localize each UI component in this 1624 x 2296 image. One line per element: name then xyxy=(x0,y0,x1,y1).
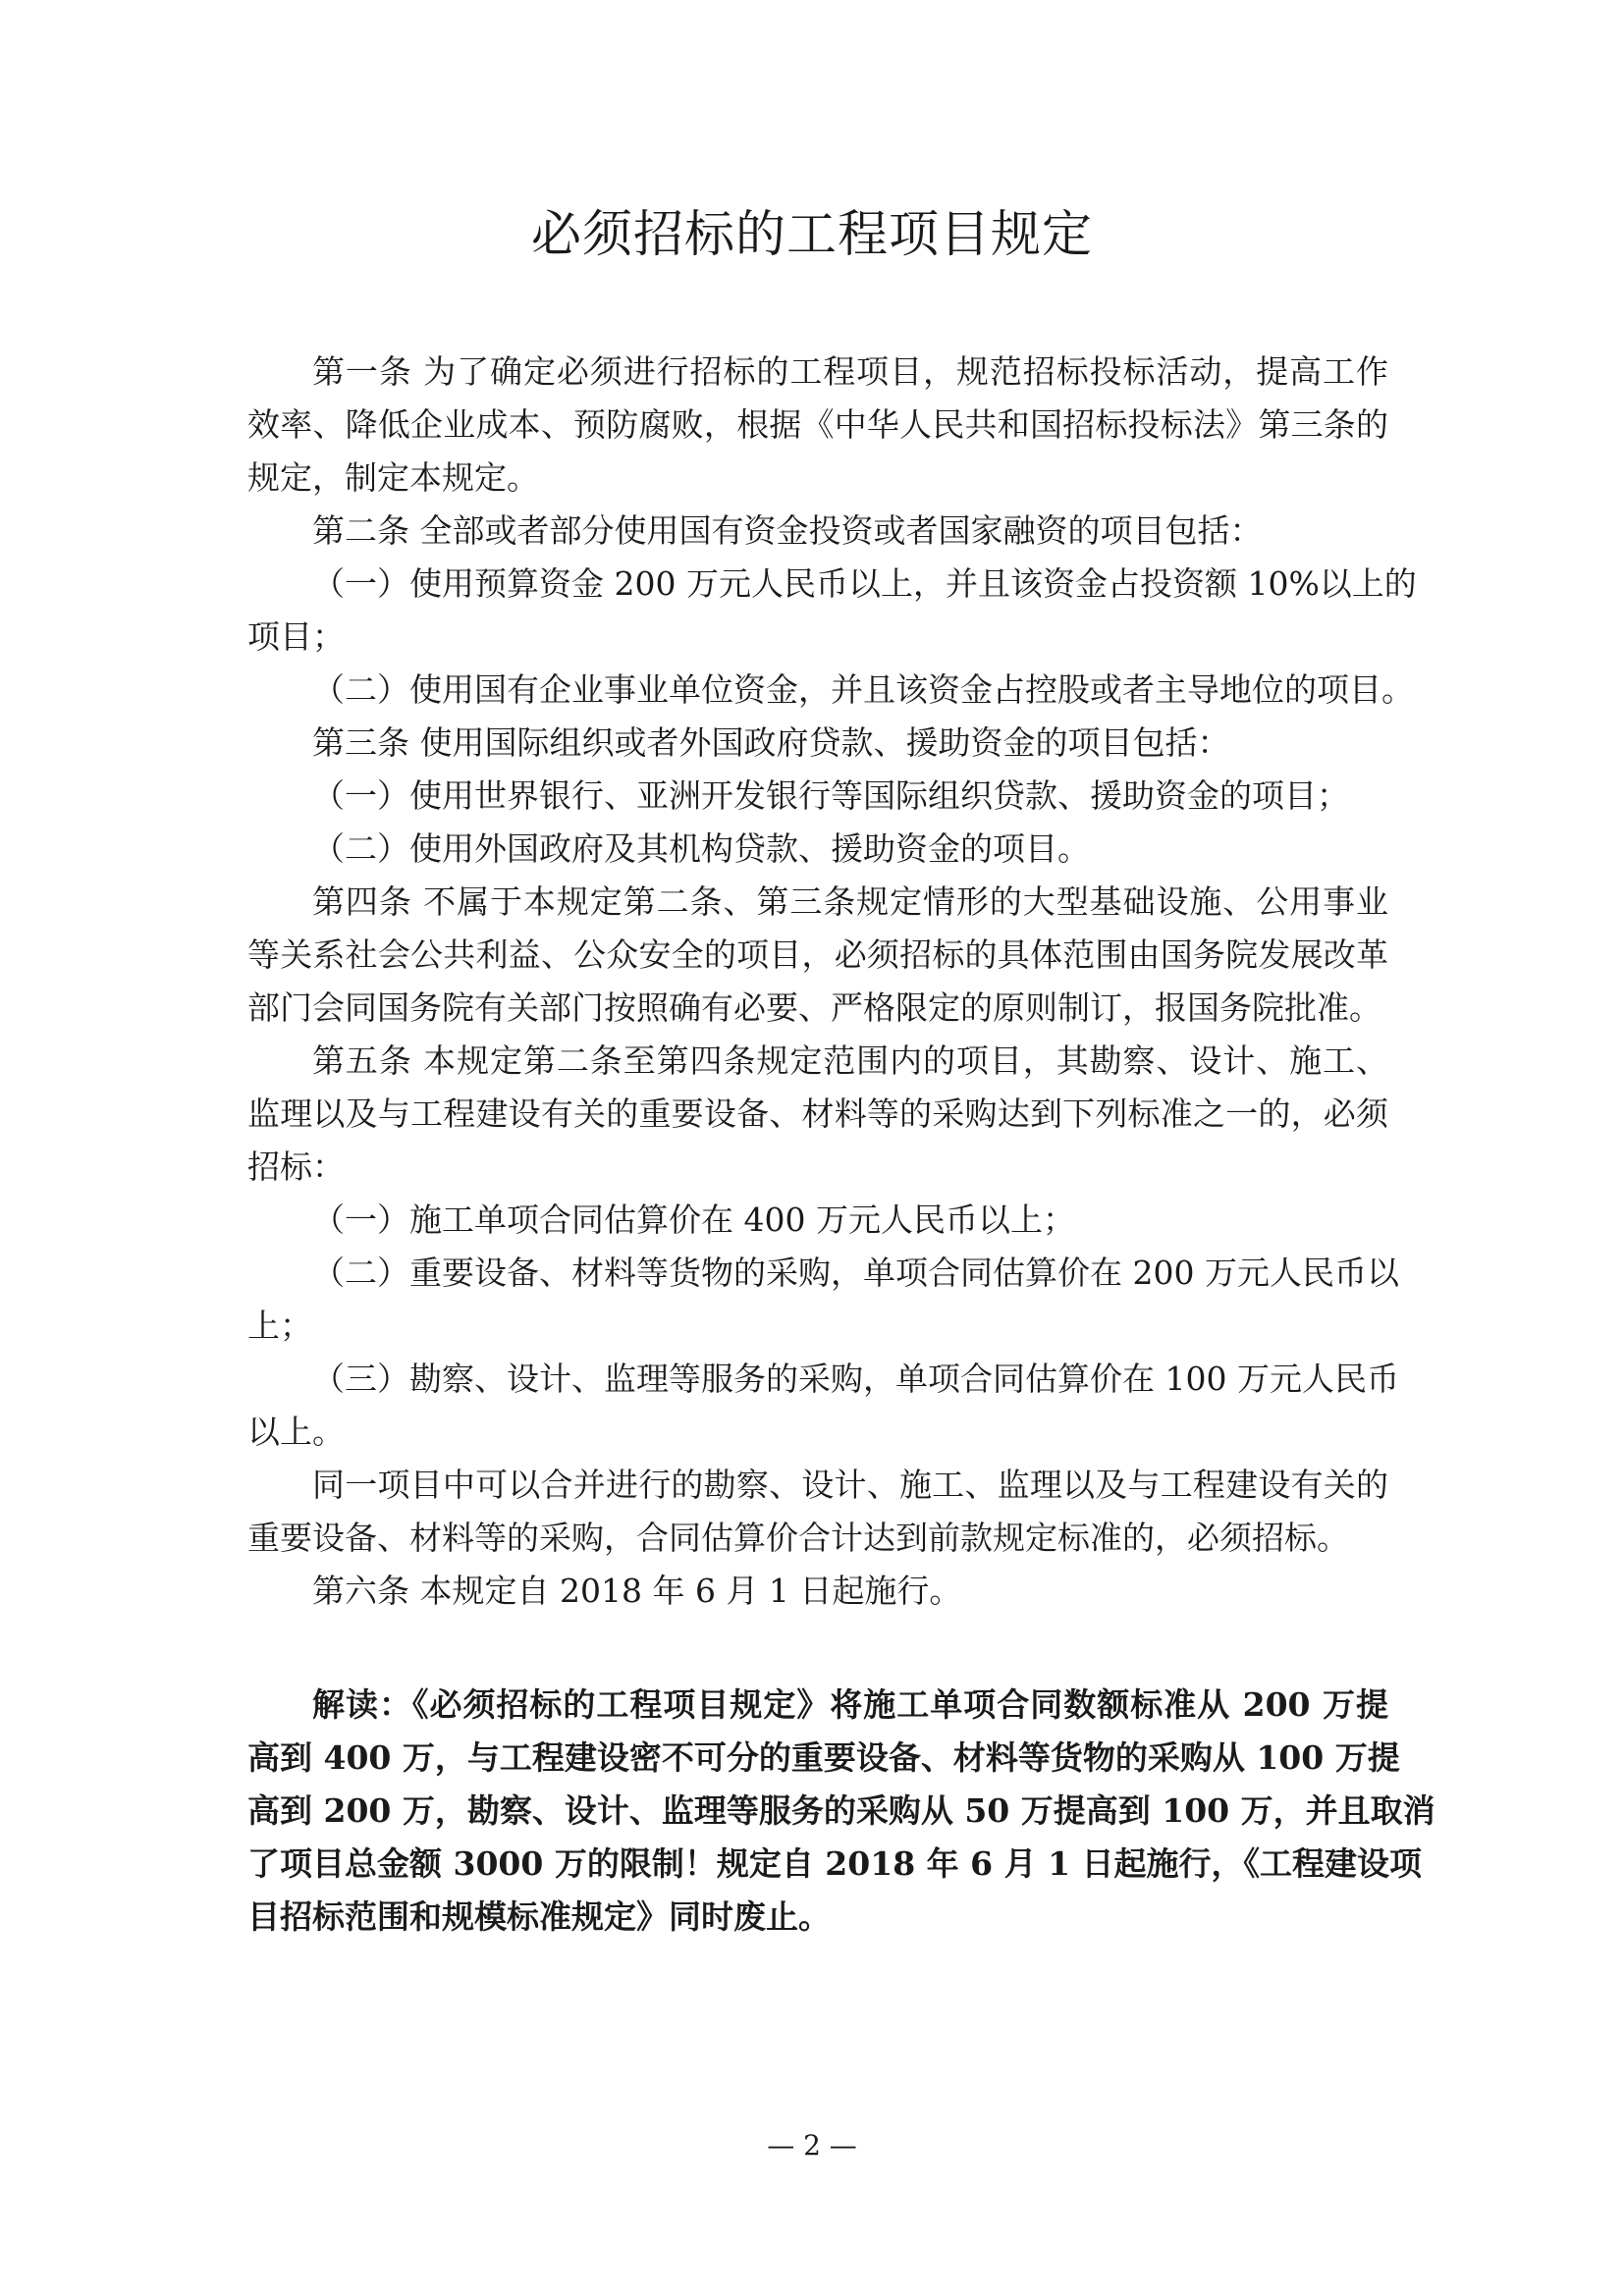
interpretation-line-3: 高到 200 万，勘察、设计、监理等服务的采购从 50 万提高到 100 万，并且取消 xyxy=(247,1791,1435,1830)
article-1-line-2: 效率、降低企业成本、预防腐败，根据《中华人民共和国招标投标法》第三条的 xyxy=(247,405,1388,444)
interpretation-line-2: 高到 400 万，与工程建设密不可分的重要设备、材料等货物的采购从 100 万提 xyxy=(247,1738,1400,1777)
article-5-para-line-1: 同一项目中可以合并进行的勘察、设计、施工、监理以及与工程建设有关的 xyxy=(312,1466,1388,1504)
article-4-line-2: 等关系社会公共利益、公众安全的项目，必须招标的具体范围由国务院发展改革 xyxy=(247,935,1388,974)
article-5-para-line-2: 重要设备、材料等的采购，合同估算价合计达到前款规定标准的，必须招标。 xyxy=(247,1519,1349,1557)
article-5-line-3: 招标： xyxy=(247,1148,345,1186)
article-6-line-1: 第六条 本规定自 2018 年 6 月 1 日起施行。 xyxy=(312,1572,962,1610)
page-number: — 2 — xyxy=(767,2129,857,2162)
document-title: 必须招标的工程项目规定 xyxy=(530,206,1093,264)
article-5-item-2-line-1: （二）重要设备、材料等货物的采购，单项合同估算价在 200 万元人民币以 xyxy=(312,1254,1399,1292)
regulation-body xyxy=(247,346,1435,1944)
article-3-line-1: 第三条 使用国际组织或者外国政府贷款、援助资金的项目包括： xyxy=(312,723,1230,762)
article-4-line-3: 部门会同国务院有关部门按照确有必要、严格限定的原则制订，报国务院批准。 xyxy=(247,988,1381,1027)
section-gap xyxy=(247,1618,1388,1679)
article-1-line-3: 规定，制定本规定。 xyxy=(247,458,539,497)
article-3-item-2: （二）使用外国政府及其机构贷款、援助资金的项目。 xyxy=(312,829,1090,868)
article-1-line-1: 第一条 为了确定必须进行招标的工程项目，规范招标投标活动，提高工作 xyxy=(312,352,1388,391)
article-4-line-1: 第四条 不属于本规定第二条、第三条规定情形的大型基础设施、公用事业 xyxy=(312,882,1388,921)
article-2-item-1-line-2: 项目； xyxy=(247,617,345,656)
interpretation-block xyxy=(247,1679,1435,1944)
article-5-item-3-line-2: 以上。 xyxy=(247,1413,345,1451)
article-2-item-2: （二）使用国有企业事业单位资金，并且该资金占控股或者主导地位的项目。 xyxy=(312,670,1414,709)
article-2-line-1: 第二条 全部或者部分使用国有资金投资或者国家融资的项目包括： xyxy=(312,511,1263,550)
article-3-item-1: （一）使用世界银行、亚洲开发银行等国际组织贷款、援助资金的项目； xyxy=(312,776,1349,815)
article-2-item-1-line-1: （一）使用预算资金 200 万元人民币以上，并且该资金占投资额 10%以上的 xyxy=(312,564,1417,603)
interpretation-line-5: 目招标范围和规模标准规定》同时废止。 xyxy=(247,1897,831,1936)
interpretation-line-4: 了项目总金额 3000 万的限制！规定自 2018 年 6 月 1 日起施行，《工程建设项 xyxy=(247,1844,1423,1883)
article-5-line-2: 监理以及与工程建设有关的重要设备、材料等的采购达到下列标准之一的，必须 xyxy=(247,1095,1388,1133)
article-5-item-3-line-1: （三）勘察、设计、监理等服务的采购，单项合同估算价在 100 万元人民币 xyxy=(312,1360,1399,1398)
interpretation-line-1: 解读：《必须招标的工程项目规定》将施工单项合同数额标准从 200 万提 xyxy=(312,1685,1388,1724)
article-5-item-2-line-2: 上； xyxy=(247,1307,312,1345)
article-5-item-1: （一）施工单项合同估算价在 400 万元人民币以上； xyxy=(312,1201,1075,1239)
article-5-line-1: 第五条 本规定第二条至第四条规定范围内的项目，其勘察、设计、施工、 xyxy=(312,1041,1388,1080)
